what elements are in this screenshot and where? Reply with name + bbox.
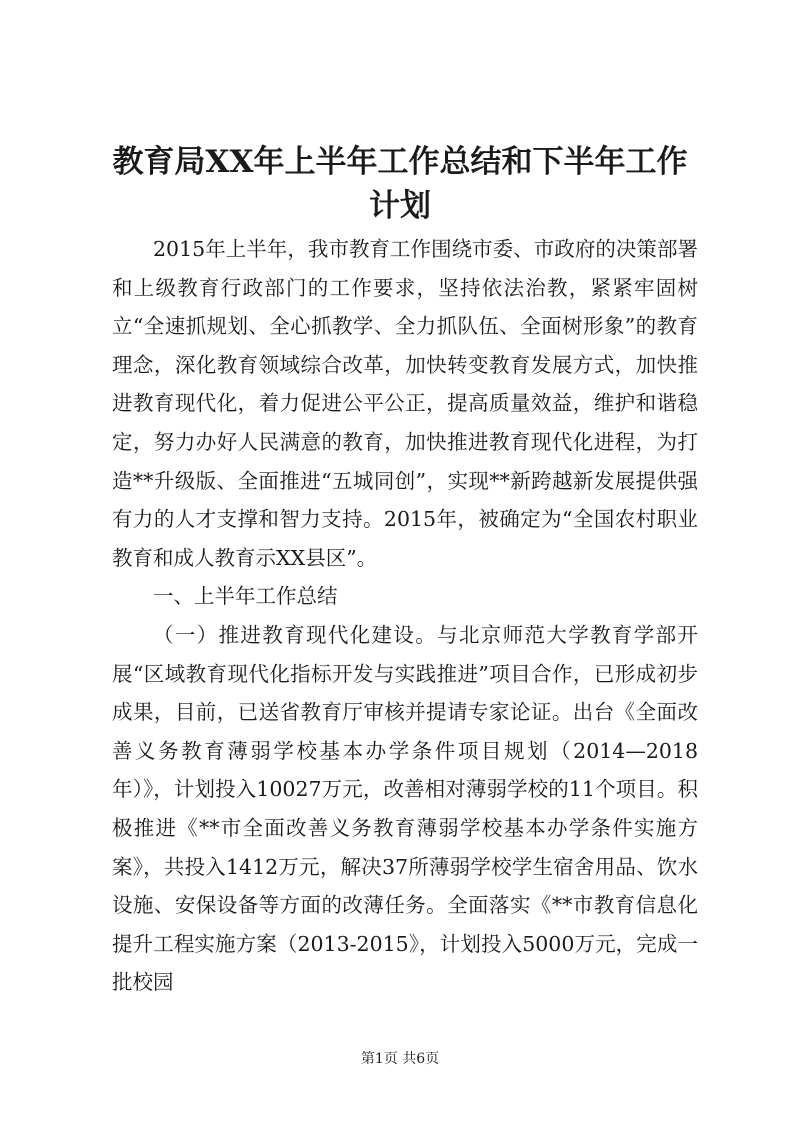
document-title: 教育局XX年上半年工作总结和下半年工作计划: [112, 144, 688, 224]
document-body: [112, 230, 698, 1002]
paragraph-modernization: （一）推进教育现代化建设。与北京师范大学教育学部开展“区域教育现代化指标开发与实践推进”项目合作，已形成初步成果，目前，已送省教育厅审核并提请专家论证。出台《全面改善义务教育薄弱学校基本办学条件项目规划（2014—2018年）》，计划投入10027万元，改善相对薄弱学校的11个项目。积极推进《**市全面改善义务教育薄弱学校基本办学条件实施方案》，共投入1412万元，解决37所薄弱学校学生宿舍用品、饮水设施、安保设备等方面的改薄任务。全面落实《**市教育信息化提升工程实施方案（2013-2015》，计划投入5000万元，完成一批校园: [112, 622, 698, 995]
paragraph-intro: 2015年上半年，我市教育工作围绕市委、市政府的决策部署和上级教育行政部门的工作要求，坚持依法治教，紧紧牢固树立“全速抓规划、全心抓教学、全力抓队伍、全面树形象”的教育理念，深化教育领域综合改革，加快转变教育发展方式，加快推进教育现代化，着力促进公平公正，提高质量效益，维护和谐稳定，努力办好人民满意的教育，加快推进教育现代化进程，为打造**升级版、全面推进“五城同创”，实现**新跨越新发展提供强有力的人才支撑和智力支持。2015年，被确定为“全国农村职业教育和成人教育示XX县区”。: [112, 237, 698, 570]
section-heading: 一、上半年工作总结: [153, 584, 338, 609]
page-footer: 第1页 共6页: [360, 1051, 440, 1067]
